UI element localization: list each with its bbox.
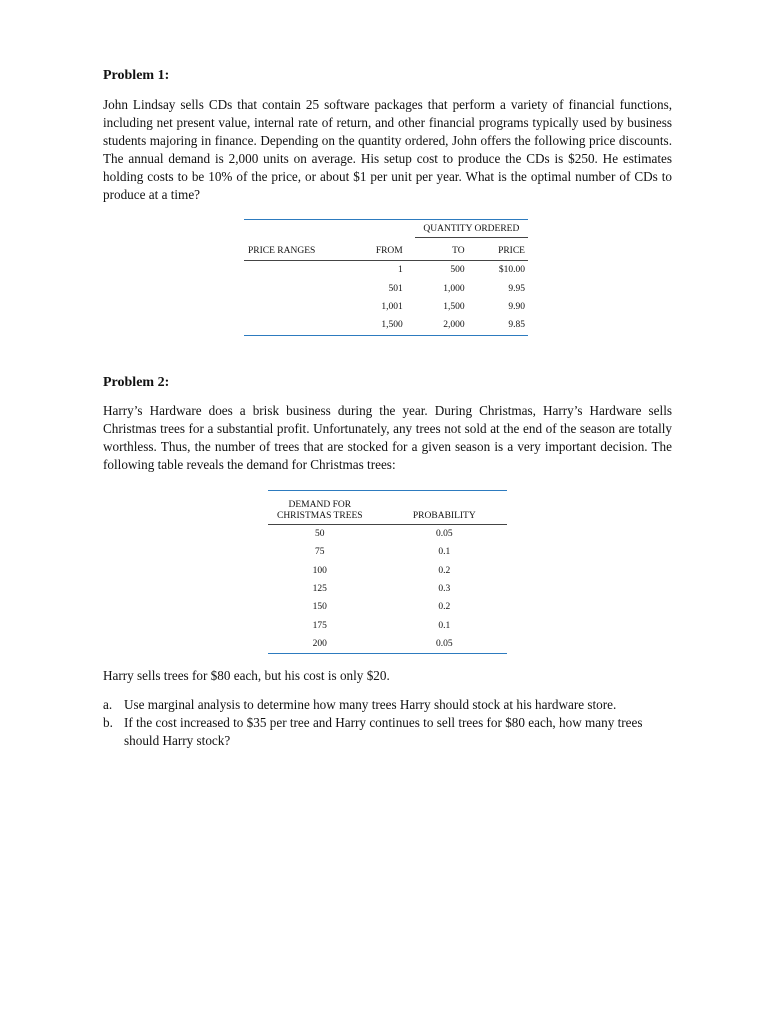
quantity-ordered-header: QUANTITY ORDERED <box>415 224 528 238</box>
problem-1-heading: Problem 1: <box>103 68 170 83</box>
table-row <box>268 562 507 580</box>
table-row <box>244 298 528 316</box>
from-cell: 1 <box>398 265 403 276</box>
question-text: If the cost increased to $35 per tree and Harry continues to sell trees for $80 each, how many trees should Harry stock? <box>124 715 643 748</box>
table-row <box>268 543 507 561</box>
problem-1-text: John Lindsay sells CDs that contain 25 software packages that perform a variety of financial functions, including net present value, internal rate of return, and other financial programs typically used by business students majoring in finance. Depending on the quantity ordered, John offers the following price discounts. The annual demand is 2,000 units on average. His setup cost to produce the CDs is $250. He estimates holding costs to be 10% of the price, or about $1 per unit per year. What is the optimal number of CDs to produce at a time? <box>103 97 672 202</box>
from-cell: 501 <box>388 283 403 294</box>
col-header-price: PRICE <box>467 242 528 261</box>
table-row <box>244 316 528 335</box>
demand-cell: 200 <box>268 635 372 654</box>
question-marker: a. <box>103 697 113 712</box>
probability-cell: 0.05 <box>435 529 453 540</box>
price-discount-table <box>244 219 528 336</box>
price-cost-note: Harry sells trees for $80 each, but his cost is only $20. <box>103 668 390 683</box>
probability-cell: 0.3 <box>438 584 451 595</box>
demand-cell: 75 <box>315 547 325 558</box>
problem-2-text: Harry’s Hardware does a brisk business during the year. During Christmas, Harry’s Hardware sells Christmas trees for a substantial profit. Unfortunately, any trees not sold at the end of the season are totally worthless. Thus, the number of trees that are stocked for a given season is a very important decision. The following table reveals the demand for Christmas trees: <box>103 403 672 472</box>
table-row <box>244 261 528 280</box>
col-header-price-ranges: PRICE RANGES <box>244 242 356 261</box>
col-header-probability: PROBABILITY <box>372 491 507 525</box>
problem-2-heading: Problem 2: <box>103 375 170 390</box>
price-cell: 9.85 <box>467 316 528 335</box>
demand-cell: 150 <box>312 602 327 613</box>
probability-cell: 0.1 <box>438 620 451 631</box>
probability-cell: 0.1 <box>438 547 451 558</box>
tree-demand-table <box>268 490 507 654</box>
to-cell: 1,000 <box>443 283 465 294</box>
to-cell: 1,500 <box>443 301 465 312</box>
price-cell: 9.90 <box>508 301 525 312</box>
col-header-from: FROM <box>356 242 405 261</box>
to-cell: 500 <box>450 265 465 276</box>
table-row <box>244 279 528 297</box>
demand-cell: 125 <box>312 584 327 595</box>
price-cell: $10.00 <box>498 265 525 276</box>
col-header-demand: DEMAND FOR CHRISTMAS TREES <box>268 491 372 525</box>
probability-cell: 0.05 <box>372 635 507 654</box>
demand-cell: 175 <box>312 620 327 631</box>
col-header-to: TO <box>405 242 467 261</box>
demand-cell: 100 <box>312 565 327 576</box>
price-cell: 9.95 <box>508 283 525 294</box>
question-a <box>103 696 672 714</box>
question-b <box>103 714 672 750</box>
table-row <box>268 635 507 654</box>
probability-cell: 0.2 <box>438 565 451 576</box>
probability-cell: 0.2 <box>438 602 451 613</box>
table-row <box>268 598 507 616</box>
question-marker: b. <box>103 715 113 730</box>
table-row <box>268 525 507 544</box>
to-cell: 2,000 <box>405 316 467 335</box>
demand-cell: 50 <box>315 529 325 540</box>
from-cell: 1,500 <box>356 316 405 335</box>
question-text: Use marginal analysis to determine how many trees Harry should stock at his hardware store. <box>124 697 617 712</box>
table-row <box>268 580 507 598</box>
from-cell: 1,001 <box>381 301 403 312</box>
table-row <box>268 616 507 634</box>
